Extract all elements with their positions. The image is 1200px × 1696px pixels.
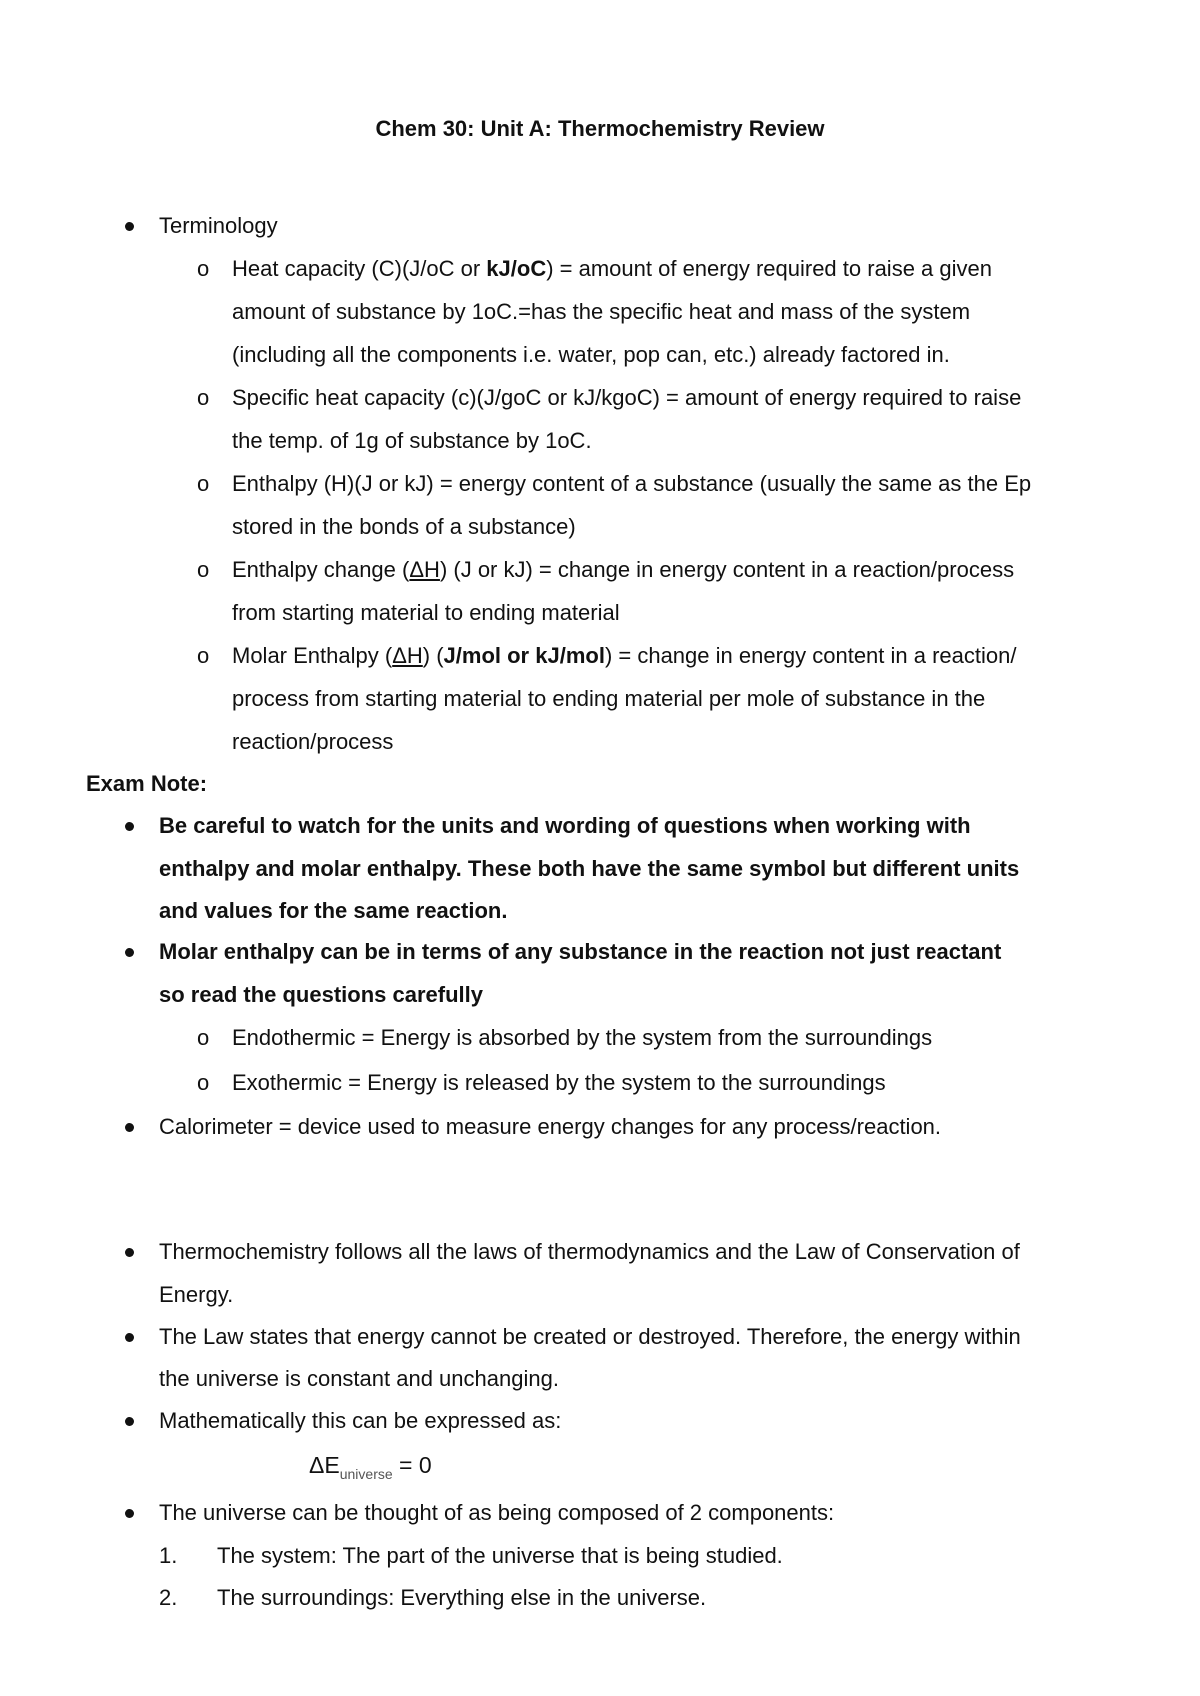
thermochemistry-line-1: Thermochemistry follows all the laws of thermodynamics and the Law of Conservation of bbox=[159, 1239, 1020, 1264]
specific-heat-line-1: Specific heat capacity (c)(J/goC or kJ/kgoC) = amount of energy required to raise bbox=[232, 385, 1022, 410]
law-states-line-1: The Law states that energy cannot be created or destroyed. Therefore, the energy within bbox=[159, 1324, 1021, 1349]
molar-enthalpy-text: Molar Enthalpy ( bbox=[232, 643, 393, 668]
universe-subscript: universe bbox=[339, 1466, 393, 1482]
delta-e-symbol: ΔE bbox=[309, 1452, 340, 1478]
circle-bullet: o bbox=[197, 471, 210, 496]
enthalpy-change-line-2: from starting material to ending material bbox=[232, 600, 620, 625]
exam-note-1-line-3: and values for the same reaction. bbox=[159, 898, 508, 923]
molar-enthalpy-line-3: reaction/process bbox=[232, 729, 394, 754]
exothermic-definition: Exothermic = Energy is released by the system to the surroundings bbox=[232, 1070, 886, 1095]
list-number: 2. bbox=[159, 1585, 178, 1610]
bullet-law-states bbox=[125, 1333, 134, 1342]
endothermic-definition: Endothermic = Energy is absorbed by the system from the surroundings bbox=[232, 1025, 933, 1050]
bullet-terminology bbox=[125, 222, 134, 231]
enthalpy-change-line-1 bbox=[232, 555, 1014, 585]
energy-equation bbox=[309, 1450, 432, 1489]
enthalpy-line-2: stored in the bonds of a substance) bbox=[232, 514, 576, 539]
math-expression-intro: Mathematically this can be expressed as: bbox=[159, 1408, 562, 1433]
circle-bullet: o bbox=[197, 1025, 210, 1050]
heat-capacity-line-2: amount of substance by 1oC.=has the specific heat and mass of the system bbox=[232, 299, 971, 324]
enthalpy-change-text: Enthalpy change ( bbox=[232, 557, 410, 582]
bullet-exam-note-1 bbox=[125, 822, 134, 831]
list-item-surroundings: The surroundings: Everything else in the universe. bbox=[217, 1585, 707, 1610]
exam-note-2-line-1: Molar enthalpy can be in terms of any substance in the reaction not just reactant bbox=[159, 939, 1002, 964]
enthalpy-change-definition: ) (J or kJ) = change in energy content in a reaction/process bbox=[439, 557, 1015, 582]
enthalpy-line-1: Enthalpy (H)(J or kJ) = energy content of a substance (usually the same as the Ep bbox=[232, 471, 1032, 496]
heat-capacity-text: Heat capacity (C)(J/oC or bbox=[232, 256, 487, 281]
exam-note-heading: Exam Note: bbox=[86, 771, 208, 796]
heat-capacity-unit: kJ/oC bbox=[486, 256, 547, 281]
universe-components-intro: The universe can be thought of as being composed of 2 components: bbox=[159, 1500, 835, 1525]
heat-capacity-line-3: (including all the components i.e. water, pop can, etc.) already factored in. bbox=[232, 342, 950, 367]
bullet-exam-note-2 bbox=[125, 948, 134, 957]
bullet-universe bbox=[125, 1509, 134, 1518]
exam-note-1-line-1: Be careful to watch for the units and wording of questions when working with bbox=[159, 813, 971, 838]
list-item-system: The system: The part of the universe that is being studied. bbox=[217, 1543, 783, 1568]
circle-bullet: o bbox=[197, 1070, 210, 1095]
bullet-thermochemistry bbox=[125, 1248, 134, 1257]
molar-enthalpy-paren: ) ( bbox=[422, 643, 444, 668]
law-states-line-2: the universe is constant and unchanging. bbox=[159, 1366, 559, 1391]
molar-enthalpy-definition: ) = change in energy content in a reaction/ bbox=[604, 643, 1017, 668]
heat-capacity-definition: ) = amount of energy required to raise a given bbox=[546, 256, 992, 281]
exam-note-2-line-2: so read the questions carefully bbox=[159, 982, 483, 1007]
heat-capacity-line-1 bbox=[232, 254, 992, 284]
exam-note-1-line-2: enthalpy and molar enthalpy. These both have the same symbol but different units bbox=[159, 856, 1020, 881]
circle-bullet: o bbox=[197, 385, 210, 410]
molar-enthalpy-unit: J/mol or kJ/mol bbox=[443, 643, 605, 668]
delta-h-symbol: ΔH bbox=[409, 557, 440, 582]
bullet-calorimeter bbox=[125, 1123, 134, 1132]
specific-heat-line-2: the temp. of 1g of substance by 1oC. bbox=[232, 428, 592, 453]
delta-h-symbol: ΔH bbox=[392, 643, 423, 668]
list-number: 1. bbox=[159, 1543, 178, 1568]
circle-bullet: o bbox=[197, 256, 210, 281]
circle-bullet: o bbox=[197, 557, 210, 582]
thermochemistry-line-2: Energy. bbox=[159, 1282, 234, 1307]
equation-rhs: = 0 bbox=[392, 1452, 432, 1478]
molar-enthalpy-line-2: process from starting material to ending material per mole of substance in the bbox=[232, 686, 986, 711]
circle-bullet: o bbox=[197, 643, 210, 668]
page-title: Chem 30: Unit A: Thermochemistry Review bbox=[375, 116, 825, 141]
terminology-heading: Terminology bbox=[159, 213, 278, 238]
molar-enthalpy-line-1 bbox=[232, 641, 1016, 671]
bullet-math bbox=[125, 1417, 134, 1426]
calorimeter-definition: Calorimeter = device used to measure energy changes for any process/reaction. bbox=[159, 1114, 942, 1139]
